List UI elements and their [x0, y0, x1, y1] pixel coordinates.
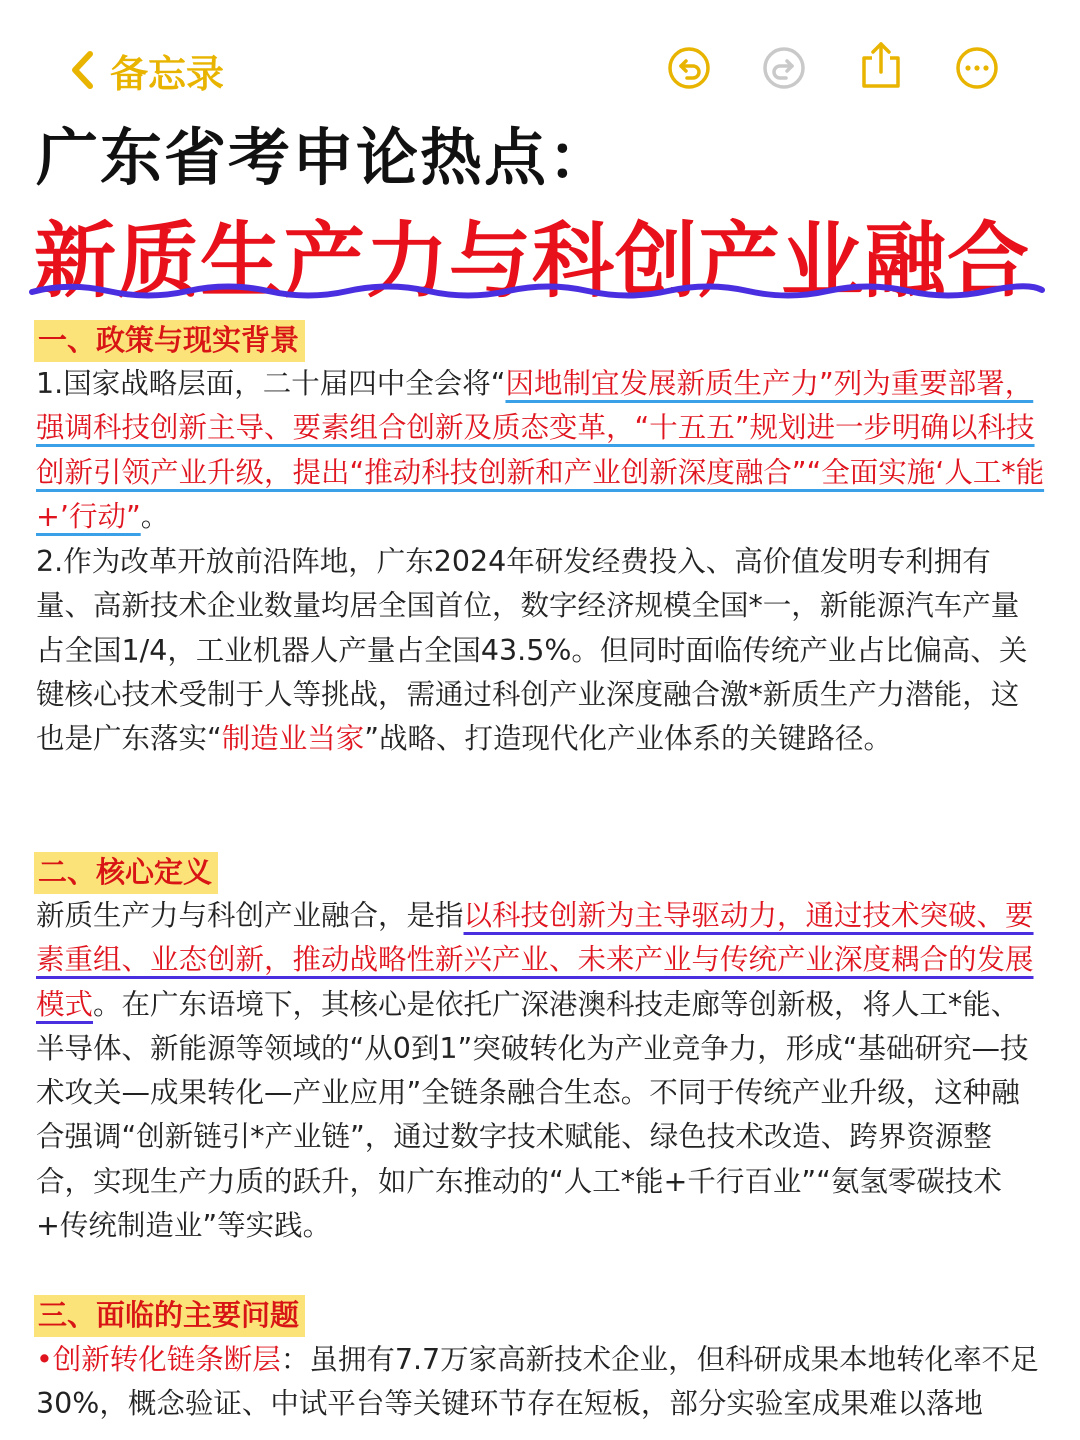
title-squiggle-underline [28, 278, 1048, 302]
highlight-text: •创新转化链条断层 [36, 1343, 281, 1376]
note-title: 广东省考申论热点： [36, 121, 613, 194]
section-background-point-1 [36, 362, 1046, 539]
highlight-text: 因地制宜发展新质生产力”列为重要部署，强调科技创新主导、要素组合创新及质态变革，“十五五”规划进一步明确以科技创新引领产业升级，提出“推动科技创新和产业创新深度融合”“全面实施‘人工*能+’行动” [36, 367, 1045, 533]
section-problems-point-1 [36, 1338, 1046, 1427]
redo-icon[interactable] [762, 46, 806, 90]
text: ：虽拥有7.7万家高新技术企业，但科研成果本地转化率不足30%，概念验证、中试平台等关键环节存在短板，部分实验室成果难以落地 [36, 1343, 1039, 1421]
text: 。在广东语境下，其核心是依托广深港澳科技走廊等创新极，将人工*能、半导体、新能源等领域的“从0到1”突破转化为产业竞争力，形成“基础研究—技术攻关—成果转化—产业应用”全链条融合生态。不同于传统产业升级，这种融合强调“创新链引*产业链”，通过数字技术赋能、绿色技术改造、跨界资源整合，实现生产力质的跃升，如广东推动的“人工*能+千行百业”“氨氢零碳技术+传统制造业”等实践。 [36, 987, 1029, 1243]
section-background-point-2 [36, 540, 1046, 761]
share-icon[interactable] [858, 40, 904, 90]
highlight-text: 制造业当家 [221, 722, 365, 756]
text: ”战略、打造现代化产业体系的关键路径。 [364, 722, 893, 756]
text: 。 [140, 499, 170, 533]
text: 2.作为改革开放前沿阵地，广东2024年研发经费投入、高价值发明专利拥有量、高新技术企业数量均居全国首位，数字经济规模全国*一，新能源汽车产量占全国1/4，工业机器人产量占全国43.5%。但同时面临传统产业占比偏高、关键核心技术受制于人等挑战，需通过科创产业深度融合激*新质生产力潜能，这也是广东落实“ [36, 545, 1028, 756]
note-subtitle: 新质生产力与科创产业融合 [34, 214, 1031, 309]
section-heading-definition: 二、核心定义 [34, 852, 218, 894]
toolbar [0, 0, 1080, 110]
back-label: 备忘录 [110, 51, 225, 96]
more-icon[interactable] [955, 46, 999, 90]
back-button[interactable] [70, 42, 224, 98]
highlight-text: 以科技创新为主导驱动力，通过技术突破、要素重组、业态创新，推动战略性新兴产业、未来产业与传统产业深度耦合的发展模式 [36, 899, 1034, 1021]
undo-icon[interactable] [667, 46, 711, 90]
section-heading-background: 一、政策与现实背景 [34, 320, 305, 362]
section-heading-problems: 三、面临的主要问题 [34, 1295, 305, 1337]
text: 新质生产力与科创产业融合，是指 [36, 899, 464, 932]
section-definition-text [36, 894, 1046, 1248]
text: 1.国家战略层面，二十届四中全会将“ [36, 367, 506, 400]
chevron-left-icon [70, 50, 96, 90]
